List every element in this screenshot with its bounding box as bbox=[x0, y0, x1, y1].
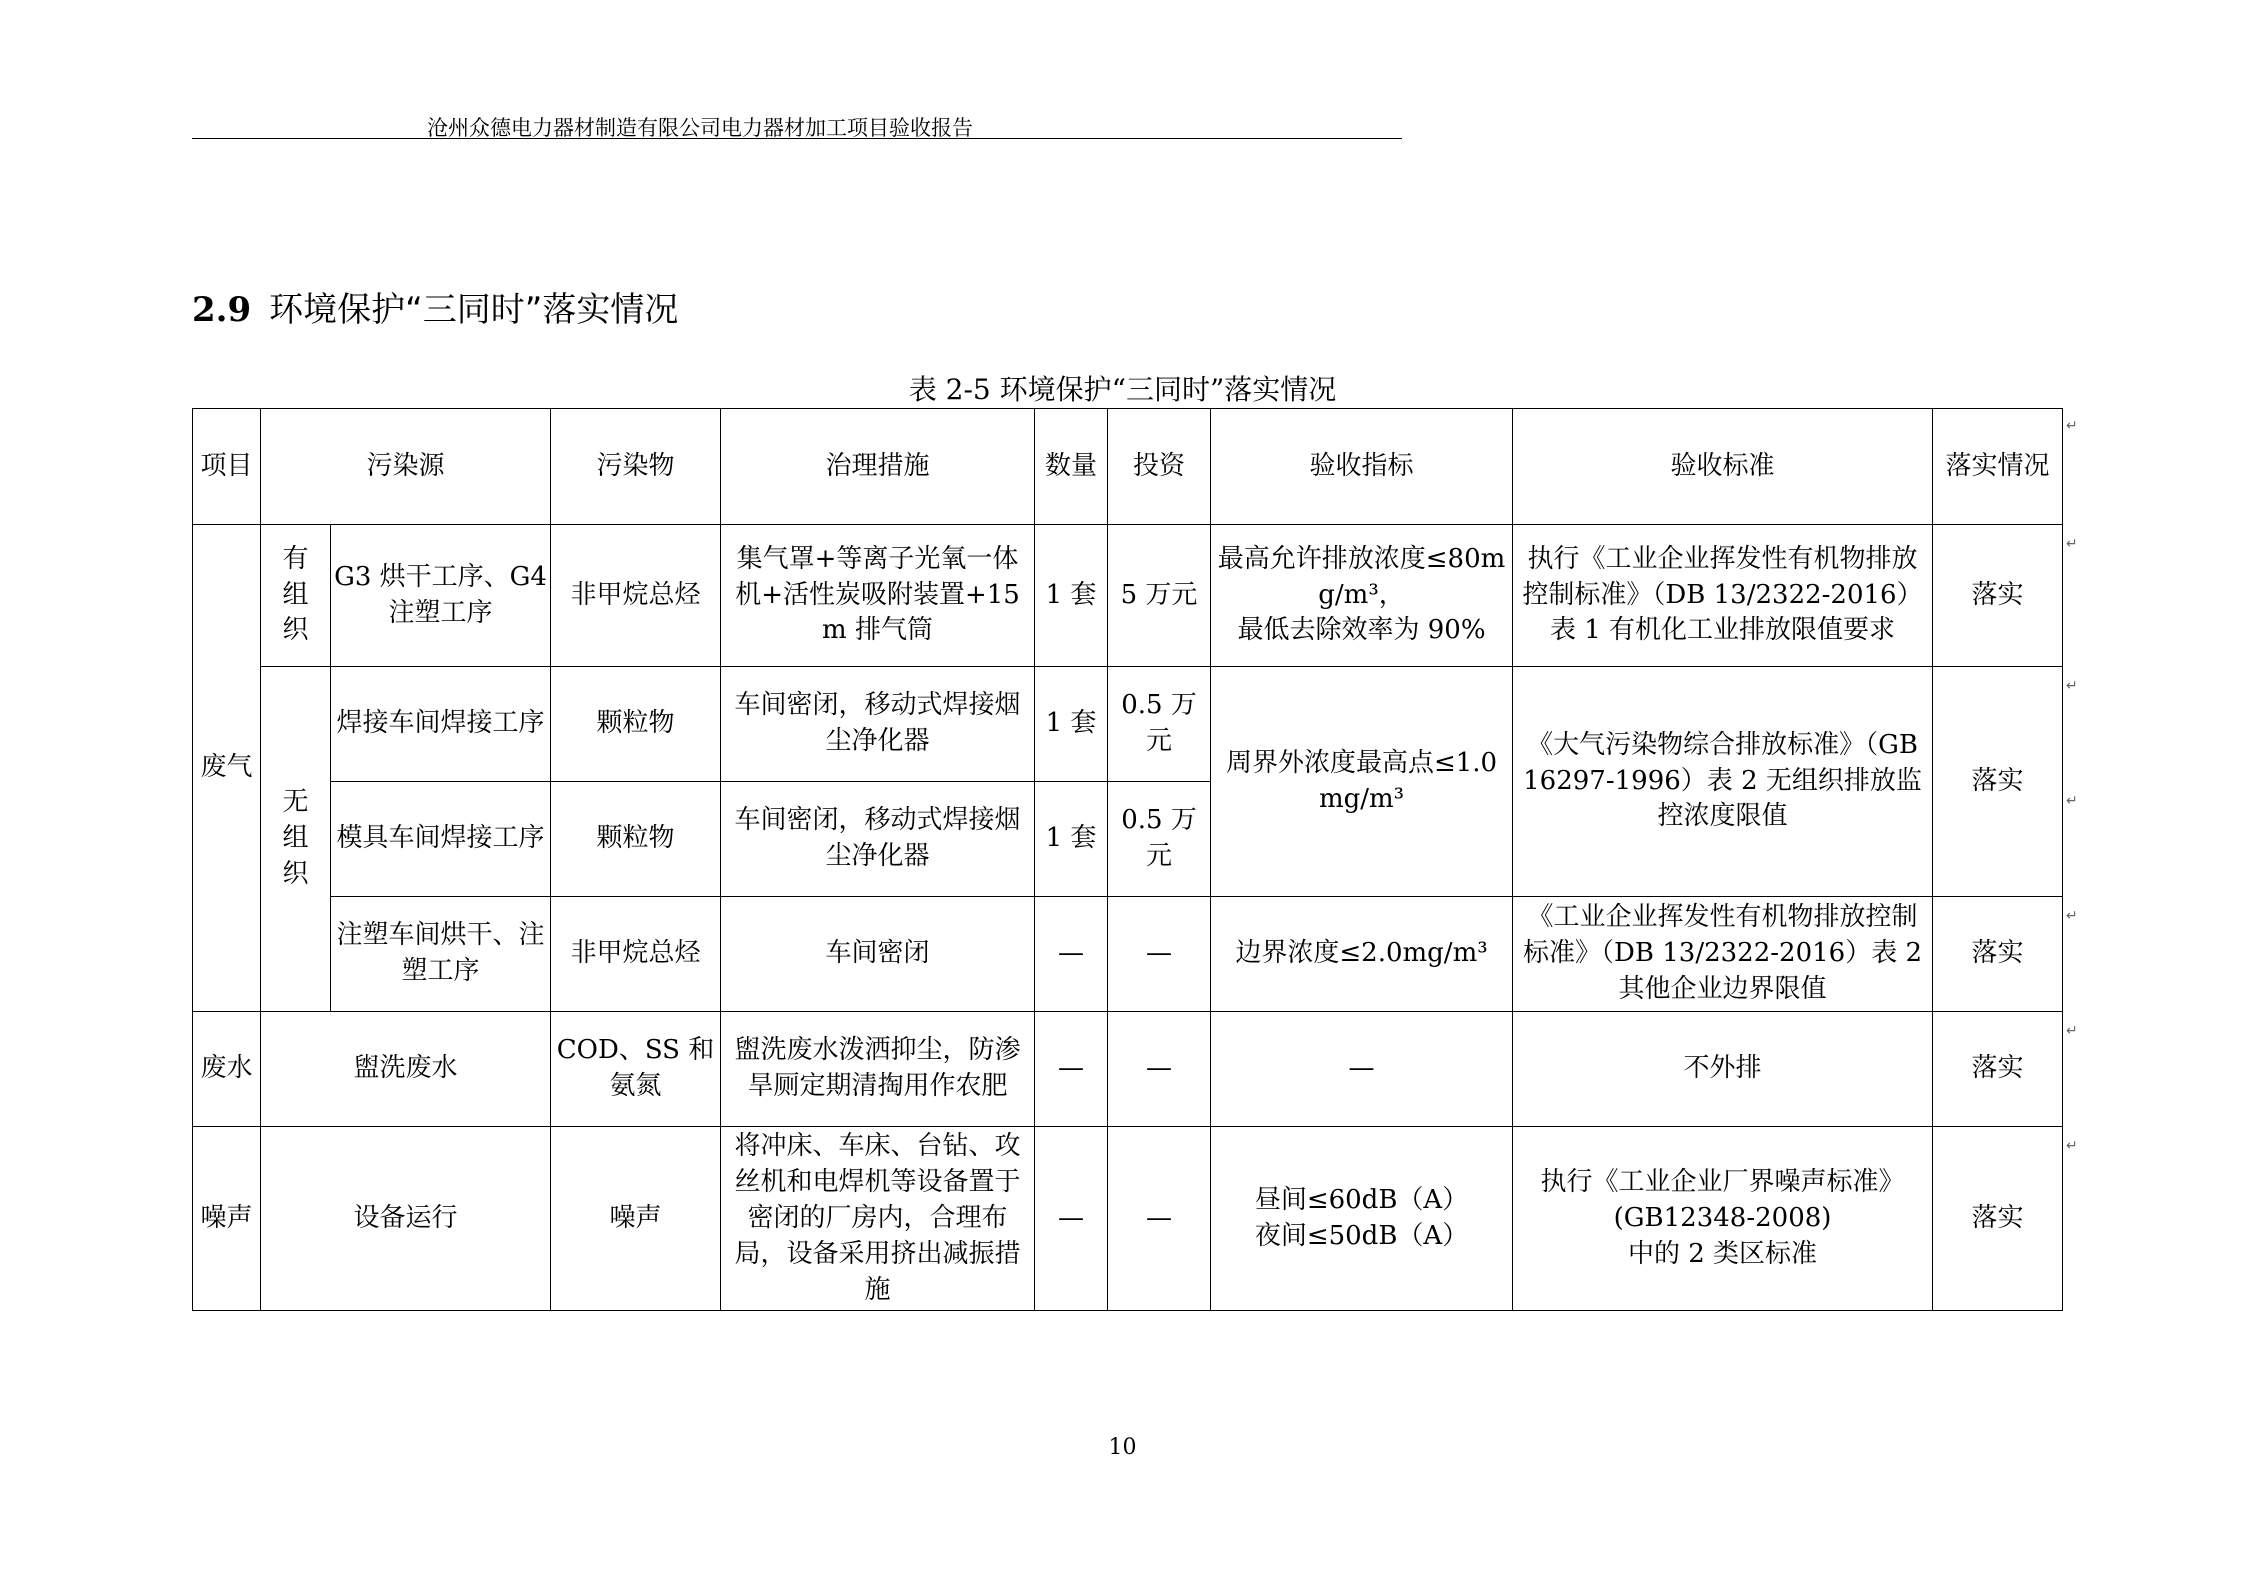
organized-standard: 执行《工业企业挥发性有机物排放控制标准》（DB 13/2322-2016）表 1 有机化工业排放限值要求 bbox=[1513, 525, 1933, 667]
waste-water-source: 盥洗废水 bbox=[261, 1012, 551, 1127]
injection-status: 落实 bbox=[1933, 897, 2063, 1012]
table-header-row bbox=[193, 409, 2063, 525]
category-waste-water: 废水 bbox=[193, 1012, 261, 1127]
mold-shop-investment: 0.5 万元 bbox=[1108, 782, 1211, 897]
three-simultaneous-table bbox=[192, 408, 2063, 1311]
waste-water-standard: 不外排 bbox=[1513, 1012, 1933, 1127]
row-end-mark: ↵ bbox=[2066, 678, 2078, 694]
organized-investment: 5 万元 bbox=[1108, 525, 1211, 667]
waste-water-indicator: — bbox=[1211, 1012, 1513, 1127]
header-indicator: 验收指标 bbox=[1211, 409, 1513, 525]
table-row-noise bbox=[193, 1127, 2063, 1311]
welding-shop-source: 焊接车间焊接工序 bbox=[331, 667, 551, 782]
noise-pollutant: 噪声 bbox=[551, 1127, 721, 1311]
organized-status: 落实 bbox=[1933, 525, 2063, 667]
table-caption: 表 2-5 环境保护“三同时”落实情况 bbox=[908, 373, 1337, 406]
table-row-injection-shop bbox=[193, 897, 2063, 1012]
organized-quantity: 1 套 bbox=[1035, 525, 1108, 667]
row-end-mark: ↵ bbox=[2066, 418, 2078, 434]
row-end-mark: ↵ bbox=[2066, 1023, 2078, 1039]
organized-indicator: 最高允许排放浓度≤80mg/m³， 最低去除效率为 90% bbox=[1211, 525, 1513, 667]
unorganized-status: 落实 bbox=[1933, 667, 2063, 897]
report-header-title: 沧州众德电力器材制造有限公司电力器材加工项目验收报告 bbox=[427, 116, 973, 140]
page-number: 10 bbox=[1108, 1435, 1137, 1460]
mold-shop-source: 模具车间焊接工序 bbox=[331, 782, 551, 897]
noise-indicator: 昼间≤60dB（A） 夜间≤50dB（A） bbox=[1211, 1127, 1513, 1311]
row-end-mark: ↵ bbox=[2066, 908, 2078, 924]
section-heading bbox=[192, 282, 678, 331]
section-title-text: 环境保护“三同时”落实情况 bbox=[269, 290, 679, 330]
header-status: 落实情况 bbox=[1933, 409, 2063, 525]
organized-pollutant: 非甲烷总烃 bbox=[551, 525, 721, 667]
injection-quantity: — bbox=[1035, 897, 1108, 1012]
injection-indicator: 边界浓度≤2.0mg/m³ bbox=[1211, 897, 1513, 1012]
header-standard: 验收标准 bbox=[1513, 409, 1933, 525]
waste-water-measure: 盥洗废水泼洒抑尘，防渗旱厕定期清掏用作农肥 bbox=[721, 1012, 1035, 1127]
welding-shop-investment: 0.5 万元 bbox=[1108, 667, 1211, 782]
table-row-welding-shop bbox=[193, 667, 2063, 782]
row-end-mark: ↵ bbox=[2066, 536, 2078, 552]
welding-shop-quantity: 1 套 bbox=[1035, 667, 1108, 782]
noise-measure: 将冲床、车床、台钻、攻丝机和电焊机等设备置于密闭的厂房内，合理布局，设备采用挤出减振措施 bbox=[721, 1127, 1035, 1311]
noise-investment: — bbox=[1108, 1127, 1211, 1311]
category-waste-gas: 废气 bbox=[193, 525, 261, 1012]
category-noise: 噪声 bbox=[193, 1127, 261, 1311]
noise-quantity: — bbox=[1035, 1127, 1108, 1311]
noise-status: 落实 bbox=[1933, 1127, 2063, 1311]
section-number: 2.9 bbox=[192, 290, 252, 330]
mold-shop-quantity: 1 套 bbox=[1035, 782, 1108, 897]
header-source: 污染源 bbox=[261, 409, 551, 525]
table-row-waste-water bbox=[193, 1012, 2063, 1127]
header-rule bbox=[192, 138, 1402, 139]
organized-source: G3 烘干工序、G4 注塑工序 bbox=[331, 525, 551, 667]
noise-standard: 执行《工业企业厂界噪声标准》 (GB12348-2008) 中的 2 类区标准 bbox=[1513, 1127, 1933, 1311]
unorganized-standard: 《大气污染物综合排放标准》（GB 16297-1996）表 2 无组织排放监控浓度限值 bbox=[1513, 667, 1933, 897]
organized-measure: 集气罩+等离子光氧一体机+活性炭吸附装置+15m 排气筒 bbox=[721, 525, 1035, 667]
injection-standard: 《工业企业挥发性有机物排放控制标准》（DB 13/2322-2016）表 2 其他企业边界限值 bbox=[1513, 897, 1933, 1012]
organized-label: 有 组 织 bbox=[261, 525, 331, 667]
table-row-organized bbox=[193, 525, 2063, 667]
welding-shop-measure: 车间密闭，移动式焊接烟尘净化器 bbox=[721, 667, 1035, 782]
noise-source: 设备运行 bbox=[261, 1127, 551, 1311]
mold-shop-measure: 车间密闭，移动式焊接烟尘净化器 bbox=[721, 782, 1035, 897]
waste-water-pollutant: COD、SS 和氨氮 bbox=[551, 1012, 721, 1127]
row-end-mark: ↵ bbox=[2066, 793, 2078, 809]
header-pollutant: 污染物 bbox=[551, 409, 721, 525]
injection-measure: 车间密闭 bbox=[721, 897, 1035, 1012]
header-investment: 投资 bbox=[1108, 409, 1211, 525]
welding-shop-pollutant: 颗粒物 bbox=[551, 667, 721, 782]
header-measure: 治理措施 bbox=[721, 409, 1035, 525]
header-item: 项目 bbox=[193, 409, 261, 525]
injection-source: 注塑车间烘干、注塑工序 bbox=[331, 897, 551, 1012]
waste-water-investment: — bbox=[1108, 1012, 1211, 1127]
waste-water-quantity: — bbox=[1035, 1012, 1108, 1127]
row-end-mark: ↵ bbox=[2066, 1138, 2078, 1154]
unorganized-indicator: 周界外浓度最高点≤1.0mg/m³ bbox=[1211, 667, 1513, 897]
injection-investment: — bbox=[1108, 897, 1211, 1012]
header-quantity: 数量 bbox=[1035, 409, 1108, 525]
mold-shop-pollutant: 颗粒物 bbox=[551, 782, 721, 897]
waste-water-status: 落实 bbox=[1933, 1012, 2063, 1127]
injection-pollutant: 非甲烷总烃 bbox=[551, 897, 721, 1012]
unorganized-label: 无 组 织 bbox=[261, 667, 331, 1012]
